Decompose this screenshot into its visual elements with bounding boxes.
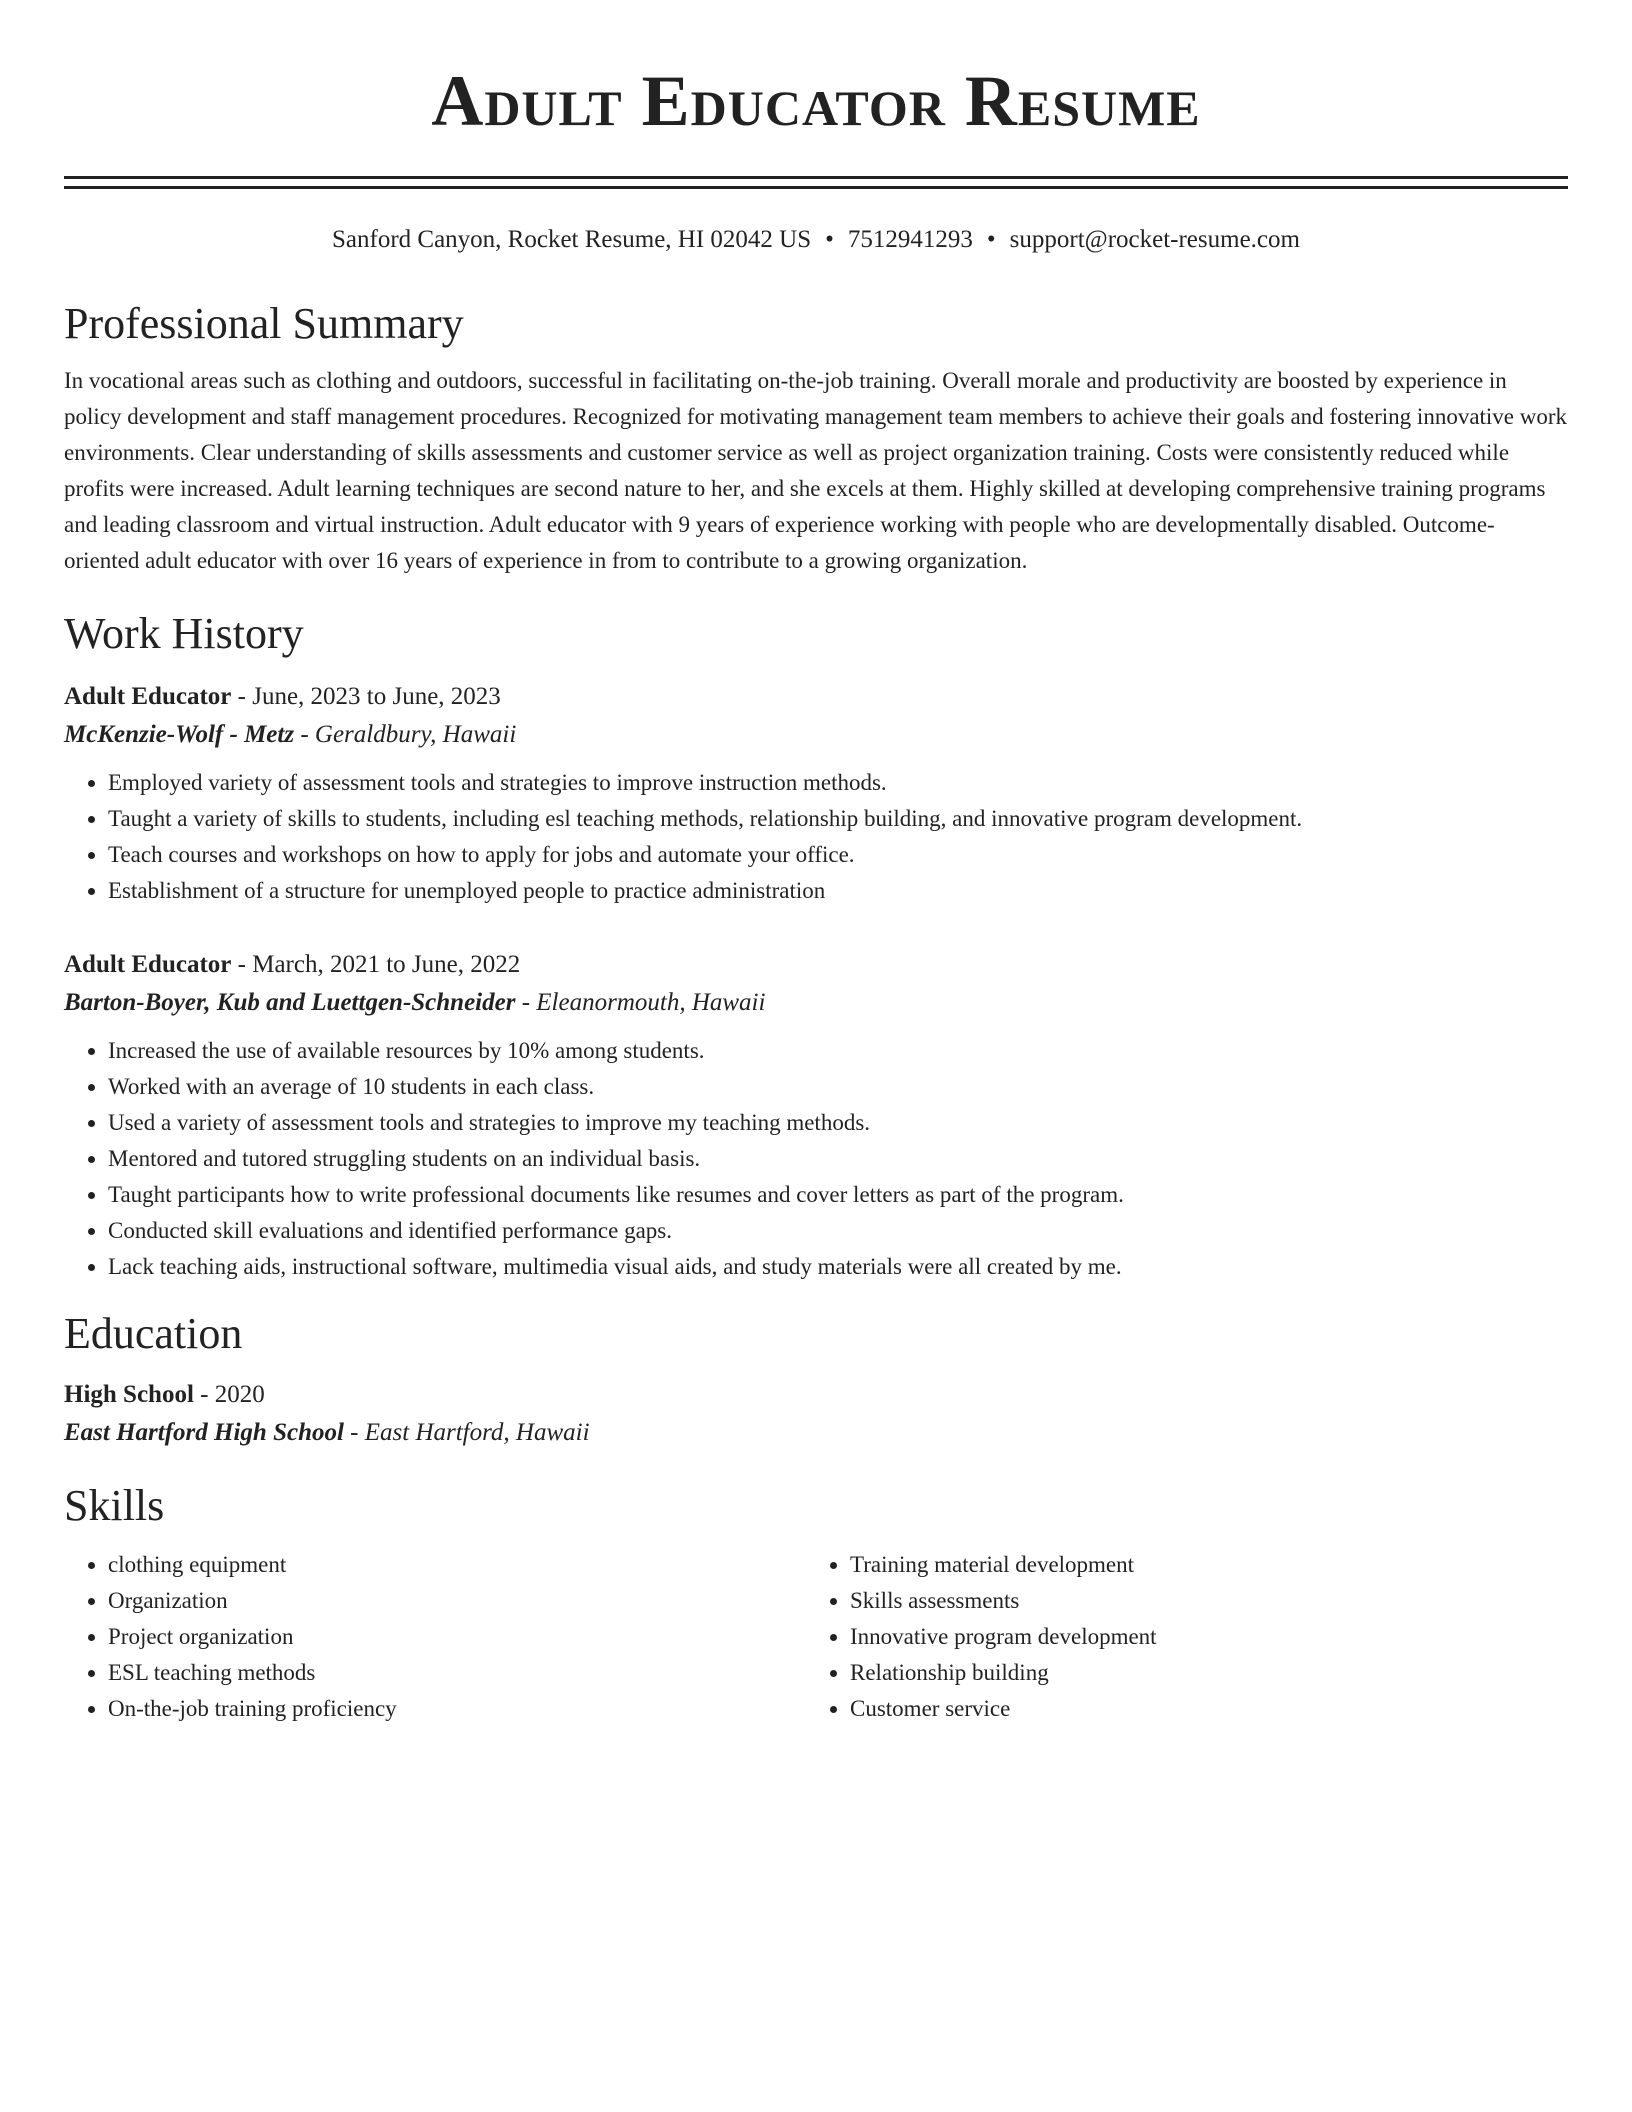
work-history-heading: Work History: [64, 609, 304, 658]
skills-column-right: [806, 1547, 1548, 1727]
skill-item: • Relationship building: [850, 1655, 1548, 1691]
job-bullet: • Increased the use of available resources by 10% among students.: [108, 1033, 1568, 1069]
title-rule-bottom: [64, 186, 1568, 189]
job-bullets: [64, 765, 1568, 909]
education-entry: [64, 1377, 1568, 1453]
skill-item: • Customer service: [850, 1691, 1548, 1727]
job-company: McKenzie-Wolf - Metz: [64, 721, 295, 748]
job-entry: [64, 947, 1568, 1285]
education-degree-line: [64, 1377, 1568, 1413]
summary-text: In vocational areas such as clothing and outdoors, successful in facilitating on-the-job training. Overall morale and productivity are boosted by experience in policy development and staff management procedures. Recognized for motivating management team members to achieve their goals and fostering innovative work environments. Clear understanding of skills assessments and customer service as well as project organization training. Costs were consistently reduced while profits were increased. Adult learning techniques are second nature to her, and she excels at them. Highly skilled at developing comprehensive training programs and leading classroom and virtual instruction. Adult educator with 9 years of experience working with people who are developmentally disabled. Outcome-oriented adult educator with over 16 years of experience in from to contribute to a growing organization.: [64, 368, 1568, 573]
skills-heading: Skills: [64, 1481, 165, 1530]
contact-phone: 7512941293: [847, 226, 973, 253]
job-bullet: • Teach courses and workshops on how to apply for jobs and automate your office.: [108, 837, 1568, 873]
education-heading: Education: [64, 1309, 243, 1358]
skill-item: • Innovative program development: [850, 1619, 1548, 1655]
job-bullet: • Establishment of a structure for unemployed people to practice administration: [108, 873, 1568, 909]
skills-list: [64, 1547, 1568, 1727]
contact-separator: •: [986, 226, 996, 253]
contact-separator: •: [825, 226, 834, 253]
skill-item: • ESL teaching methods: [108, 1655, 806, 1691]
skill-item: • Organization: [108, 1583, 806, 1619]
job-company: Barton-Boyer, Kub and Luettgen-Schneider: [64, 989, 516, 1016]
job-title: Adult Educator: [64, 951, 232, 978]
job-title-line: [64, 947, 1568, 983]
job-bullet: • Employed variety of assessment tools and strategies to improve instruction methods.: [108, 765, 1568, 801]
education-school: East Hartford High School: [64, 1419, 344, 1446]
job-title: Adult Educator: [64, 683, 232, 710]
job-title-line: [64, 679, 1568, 715]
job-company-line: [64, 983, 1568, 1023]
contact-line: [64, 223, 1568, 257]
summary-heading: Professional Summary: [64, 299, 464, 348]
education-year: - 2020: [193, 1381, 265, 1408]
education-school-line: [64, 1413, 1568, 1453]
job-bullet: • Used a variety of assessment tools and strategies to improve my teaching methods.: [108, 1105, 1568, 1141]
job-bullet: • Taught a variety of skills to students, including esl teaching methods, relationship building, and innovative program development.: [108, 801, 1568, 837]
job-bullet: • Taught participants how to write professional documents like resumes and cover letters as part of the program.: [108, 1177, 1568, 1213]
job-dates: - June, 2023 to June, 2023: [231, 683, 501, 710]
job-bullet: • Conducted skill evaluations and identified performance gaps.: [108, 1213, 1568, 1249]
skill-item: • clothing equipment: [108, 1547, 806, 1583]
education-degree: High School: [64, 1381, 194, 1408]
skill-item: • Project organization: [108, 1619, 806, 1655]
contact-address: Sanford Canyon, Rocket Resume, HI 02042 US: [332, 226, 812, 253]
education-location: - East Hartford, Hawaii: [343, 1419, 590, 1446]
contact-email: support@rocket-resume.com: [1009, 226, 1300, 253]
job-bullets: [64, 1033, 1568, 1285]
job-bullet: • Mentored and tutored struggling students on an individual basis.: [108, 1141, 1568, 1177]
title-rule-top: [64, 176, 1568, 179]
job-location: - Geraldbury, Hawaii: [294, 721, 517, 748]
job-bullet: • Worked with an average of 10 students in each class.: [108, 1069, 1568, 1105]
skill-item: • Skills assessments: [850, 1583, 1548, 1619]
job-company-line: [64, 715, 1568, 755]
job-location: - Eleanormouth, Hawaii: [515, 989, 766, 1016]
job-bullet: • Lack teaching aids, instructional software, multimedia visual aids, and study materials were all created by me.: [108, 1249, 1568, 1285]
skill-item: • Training material development: [850, 1547, 1548, 1583]
job-dates: - March, 2021 to June, 2022: [231, 951, 521, 978]
resume-title: Adult Educator Resume: [431, 61, 1201, 141]
job-entry: [64, 679, 1568, 909]
skill-item: • On-the-job training proficiency: [108, 1691, 806, 1727]
skills-column-left: [64, 1547, 806, 1727]
